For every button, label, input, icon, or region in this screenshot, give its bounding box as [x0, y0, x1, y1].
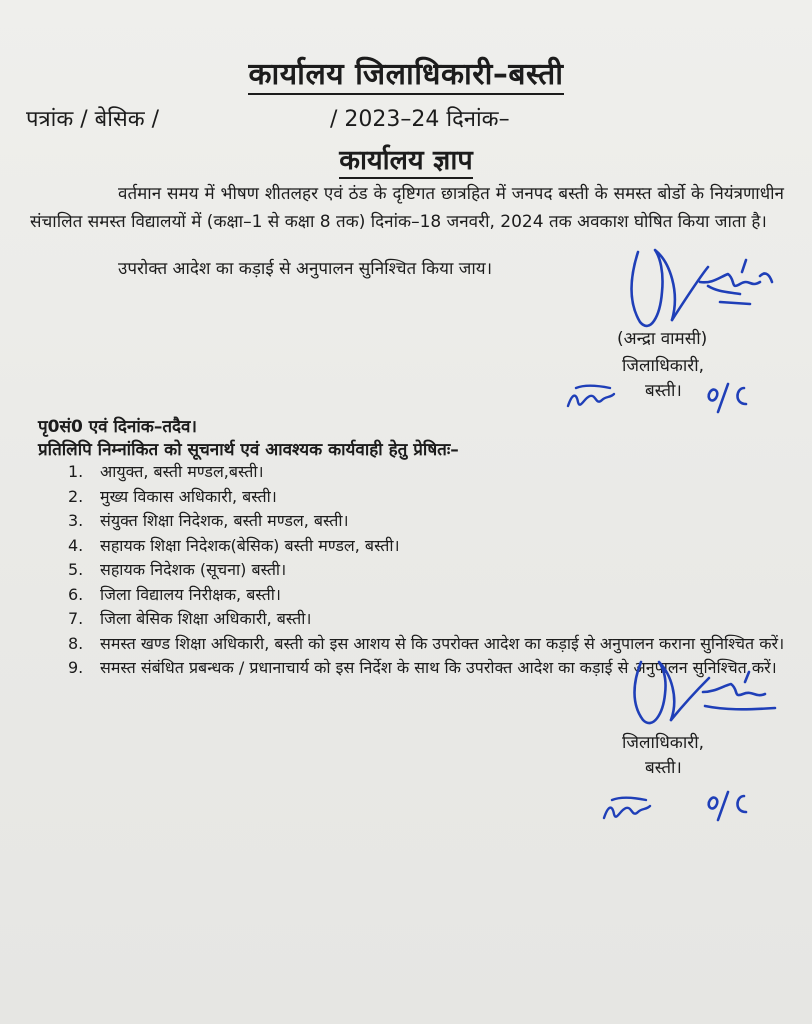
list-item [68, 558, 788, 583]
list-item [68, 583, 788, 608]
list-item [68, 485, 788, 510]
list-item-number: 6. [68, 584, 84, 604]
signatory-name: (अन्द्रा वामसी) [617, 329, 708, 349]
list-item-number: 9. [68, 658, 84, 677]
list-item-text: समस्त संबंधित प्रबन्धक / प्रधानाचार्य को इस निर्देश के साथ कि उपरोक्त आदेश का कड़ाई से अनुपालन सुनिश्चित करें। [100, 658, 777, 677]
office-title: कार्यालय जिलाधिकारी–बस्ती [0, 52, 812, 93]
list-item-number: 8. [68, 633, 84, 653]
list-item-number: 7. [68, 609, 84, 628]
letter-reference-number: पत्रांक / बेसिक / [26, 107, 160, 132]
signatory-2-designation: जिलाधिकारी, [622, 733, 705, 753]
list-item-text: जिला विद्यालय निरीक्षक, बस्ती। [100, 584, 281, 604]
list-item [68, 509, 788, 534]
signature-1-scribble [600, 222, 785, 342]
list-item-text: सहायक निदेशक (सूचना) बस्ती। [100, 560, 287, 579]
oc-mark-2 [700, 786, 756, 826]
initials-mark-2 [598, 792, 658, 828]
list-item-number: 1. [68, 462, 84, 481]
list-item [68, 534, 788, 559]
memo-title: कार्यालय ज्ञाप [0, 140, 812, 177]
list-item-number: 2. [68, 486, 84, 506]
list-item [68, 607, 788, 632]
list-item-text: समस्त खण्ड शिक्षा अधिकारी, बस्ती को इस आशय से कि उपरोक्त आदेश का कड़ाई से अनुपालन कराना सुनिश्चित करें। [100, 633, 785, 653]
list-item-text: संयुक्त शिक्षा निदेशक, बस्ती मण्डल, बस्ती। [100, 511, 349, 530]
list-item-text: जिला बेसिक शिक्षा अधिकारी, बस्ती। [100, 609, 312, 628]
list-item-number: 3. [68, 511, 84, 530]
copy-reference: पृ0सं0 एवं दिनांक–तदैव। [38, 417, 197, 437]
compliance-paragraph: उपरोक्त आदेश का कड़ाई से अनुपालन सुनिश्चित किया जाय। [118, 259, 493, 279]
list-item-number: 5. [68, 560, 84, 579]
signatory-2-place: बस्ती। [645, 758, 682, 778]
signature-2-scribble [605, 648, 785, 734]
order-paragraph: वर्तमान समय में भीषण शीतलहर एवं ठंड के दृष्टिगत छात्रहित में जनपद बस्ती के समस्त बोर्डो के नियंत्रणाधीन संचालित समस्त विद्यालयों में (कक्षा–1 से कक्षा 8 तक) दिनांक–18 जनवरी, 2024 तक अवकाश घोषित किया जाता है। [30, 184, 784, 232]
letter-year-date: / 2023–24 दिनांक– [330, 107, 510, 132]
initials-mark-1 [562, 380, 622, 416]
list-item [68, 460, 788, 485]
list-item-text: आयुक्त, बस्ती मण्डल,बस्ती। [100, 462, 264, 481]
list-item-text: सहायक शिक्षा निदेशक(बेसिक) बस्ती मण्डल, बस्ती। [100, 535, 400, 555]
signatory-designation: जिलाधिकारी, [622, 356, 705, 376]
list-item-number: 4. [68, 535, 84, 555]
signatory-place: बस्ती। [645, 381, 682, 401]
list-item-text: मुख्य विकास अधिकारी, बस्ती। [100, 486, 277, 506]
copy-intro: प्रतिलिपि निम्नांकित को सूचनार्थ एवं आवश्यक कार्यवाही हेतु प्रेषितः– [38, 440, 459, 460]
oc-mark-1 [700, 378, 756, 418]
